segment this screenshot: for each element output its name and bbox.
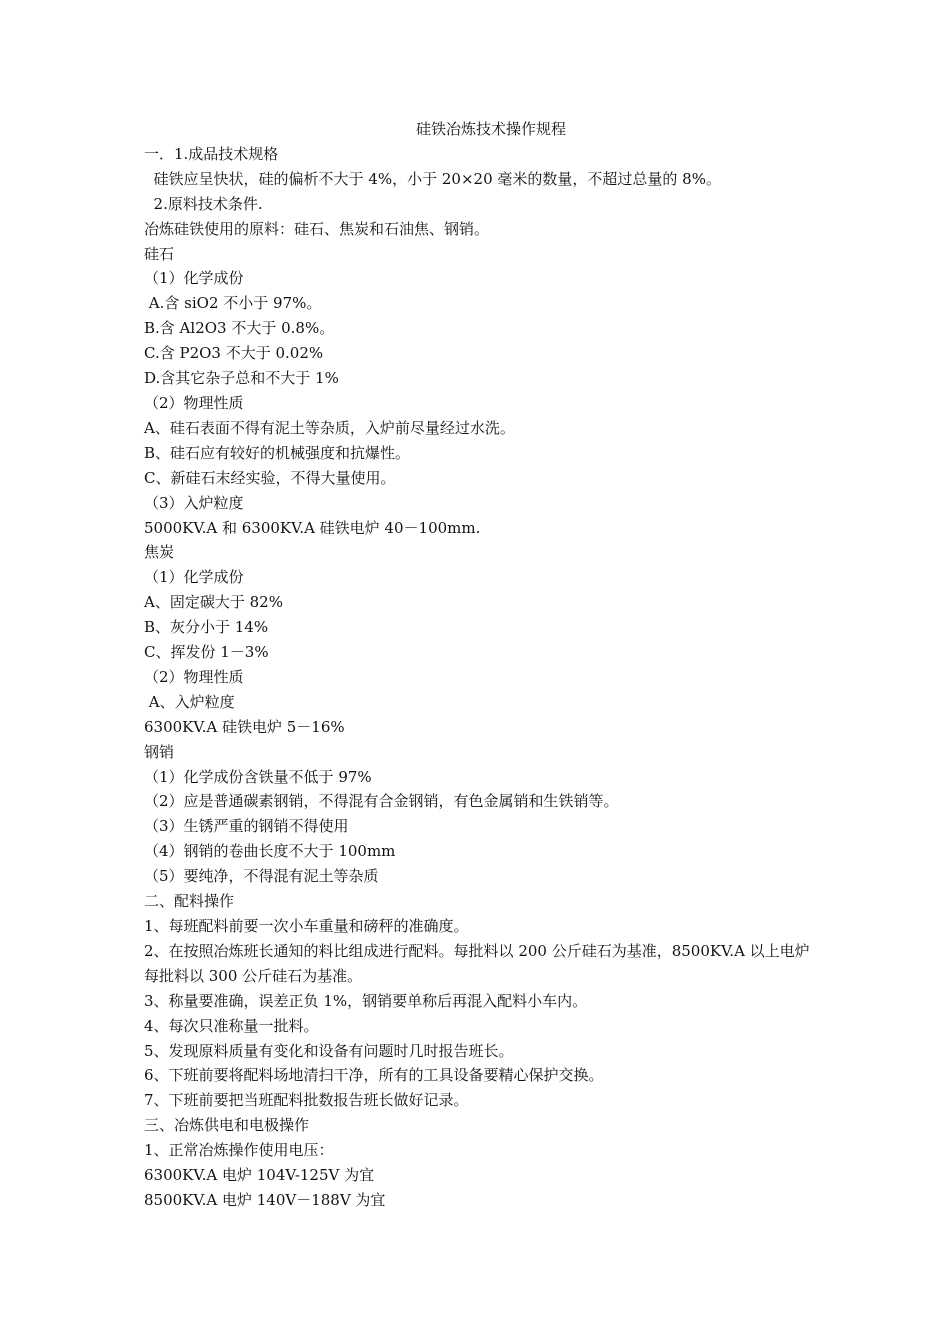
section-heading: 硅石: [144, 244, 175, 263]
text-line: 4、每次只准称量一批料。: [144, 1016, 319, 1035]
text-line: B、硅石应有较好的机械强度和抗爆性。: [144, 443, 411, 462]
text-line: 1、正常冶炼操作使用电压：: [144, 1141, 334, 1160]
text-line: 硅铁应呈快状，硅的偏析不大于 4%，小于 20×20 毫米的数量，不超过总量的 8%。: [144, 169, 721, 188]
text-line: D.含其它杂子总和不大于 1%: [144, 369, 339, 388]
text-line: （5）要纯净，不得混有泥土等杂质: [144, 867, 379, 886]
text-line: 冶炼硅铁使用的原料：硅石、焦炭和石油焦、钢销。: [144, 219, 490, 238]
text-line: C、挥发份 1－3%: [144, 643, 269, 662]
text-line: 6300KV.A 电炉 104V-125V 为宜: [144, 1166, 375, 1185]
text-line: 7、下班前要把当班配料批数报告班长做好记录。: [144, 1091, 469, 1110]
text-line: （3）入炉粒度: [144, 493, 244, 512]
section-heading: 焦炭: [144, 543, 175, 562]
text-line: （4）钢销的卷曲长度不大于 100mm: [144, 842, 396, 861]
text-line: C、新硅石末经实验，不得大量使用。: [144, 468, 396, 487]
text-line: A、固定碳大于 82%: [144, 593, 283, 612]
text-line: A.含 siO2 不小于 97%。: [144, 294, 322, 313]
text-line: 5、发现原料质量有变化和设备有问题时几时报告班长。: [144, 1041, 514, 1060]
text-line: 6300KV.A 硅铁电炉 5－16%: [144, 717, 345, 736]
text-line: （1）化学成份: [144, 568, 244, 587]
text-line: B、灰分小于 14%: [144, 618, 269, 637]
text-line: （1）化学成份: [144, 269, 244, 288]
text-line: B.含 Al2O3 不大于 0.8%。: [144, 319, 335, 338]
text-line: 2.原料技术条件.: [144, 194, 263, 213]
text-line: （1）化学成份含铁量不低于 97%: [144, 767, 372, 786]
text-line: 5000KV.A 和 6300KV.A 硅铁电炉 40－100mm.: [144, 518, 481, 537]
text-line: A、入炉粒度: [144, 692, 235, 711]
section-heading: 三、冶炼供电和电极操作: [144, 1116, 310, 1135]
text-line: （2）物理性质: [144, 667, 244, 686]
text-line: 8500KV.A 电炉 140V－188V 为宜: [144, 1190, 386, 1209]
section-heading: 二、配料操作: [144, 892, 235, 911]
text-line: C.含 P2O3 不大于 0.02%: [144, 344, 324, 363]
document-body: [144, 117, 814, 1213]
text-line: 1、每班配料前要一次小车重量和磅秤的准确度。: [144, 917, 469, 935]
text-line: （3）生锈严重的钢销不得使用: [144, 817, 349, 836]
document-title: 硅铁冶炼技术操作规程: [415, 120, 566, 138]
text-line: A、硅石表面不得有泥土等杂质，入炉前尽量经过水洗。: [144, 418, 515, 437]
text-paragraph: 2、在按照冶炼班长通知的料比组成进行配料。每批料以 200 公斤硅石为基准，8500KV.A 以上电炉每批料以 300 公斤硅石为基准。: [144, 941, 810, 985]
section-heading: 钢销: [144, 742, 175, 761]
text-line: 6、下班前要将配料场地清扫干净，所有的工具设备要精心保护交换。: [144, 1066, 604, 1085]
text-line: （2）物理性质: [144, 393, 244, 412]
text-line: 3、称量要准确，误差正负 1%，钢销要单称后再混入配料小车内。: [144, 991, 588, 1010]
text-line: 一．1.成品技术规格: [144, 144, 279, 163]
text-line: （2）应是普通碳素钢销，不得混有合金钢销，有色金属销和生铁销等。: [144, 792, 619, 811]
